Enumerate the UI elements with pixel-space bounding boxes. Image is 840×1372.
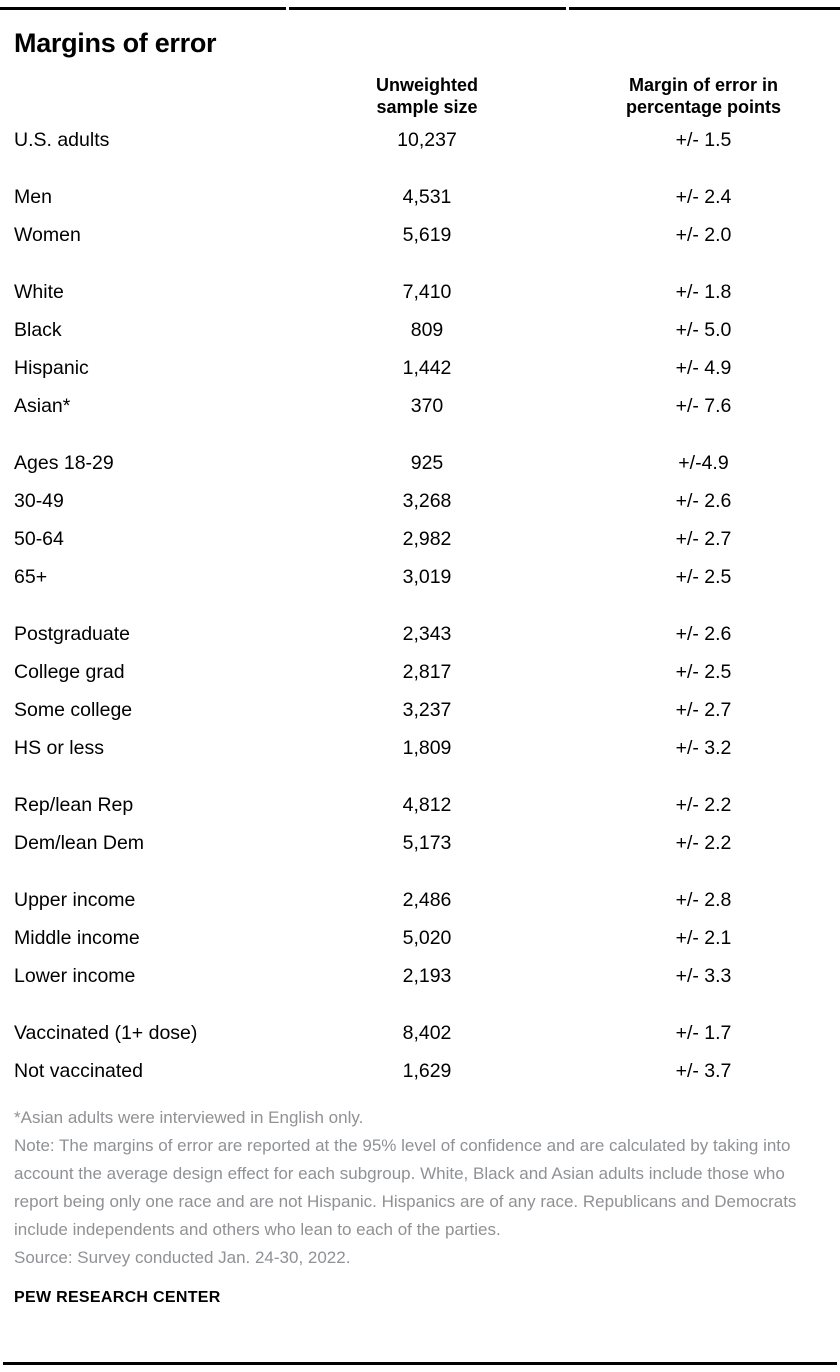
table-row <box>0 559 840 597</box>
row-margin-of-error: +/- 2.7 <box>675 699 732 722</box>
row-sample-size: 370 <box>410 395 444 418</box>
row-margin-of-error: +/- 1.7 <box>675 1022 732 1045</box>
row-sample-size: 3,268 <box>402 490 452 513</box>
row-sample-size: 4,531 <box>402 186 452 209</box>
table-row <box>0 1053 840 1091</box>
table-body <box>0 122 840 1091</box>
row-label: Vaccinated (1+ dose) <box>14 1022 198 1045</box>
row-label: Men <box>14 186 52 209</box>
row-margin-of-error: +/- 3.7 <box>675 1060 732 1083</box>
row-sample-size: 1,442 <box>402 357 452 380</box>
table-row <box>0 122 840 160</box>
column-header-line: sample size <box>376 96 478 117</box>
row-sample-size: 8,402 <box>402 1022 452 1045</box>
table-row <box>0 312 840 350</box>
row-margin-of-error: +/- 2.5 <box>675 566 732 589</box>
row-margin-of-error: +/- 2.5 <box>675 661 732 684</box>
row-sample-size: 3,237 <box>402 699 452 722</box>
table-row <box>0 692 840 730</box>
table-row <box>0 521 840 559</box>
row-sample-size: 1,809 <box>402 737 452 760</box>
row-label: Women <box>14 224 81 247</box>
row-label: Some college <box>14 699 133 722</box>
row-label: College grad <box>14 661 125 684</box>
table-row <box>0 1015 840 1053</box>
row-sample-size: 5,020 <box>402 927 452 950</box>
row-label: Hispanic <box>14 357 89 380</box>
top-rule-segment <box>289 7 566 10</box>
row-margin-of-error: +/- 3.2 <box>675 737 732 760</box>
row-sample-size: 2,343 <box>402 623 452 646</box>
row-group <box>0 882 840 996</box>
row-label: Dem/lean Dem <box>14 832 145 855</box>
top-rule-segment <box>0 7 286 10</box>
row-label: Lower income <box>14 965 136 988</box>
row-label: Black <box>14 319 62 342</box>
row-margin-of-error: +/- 2.4 <box>675 186 732 209</box>
top-rule-segment <box>569 7 840 10</box>
row-label: 50-64 <box>14 528 64 551</box>
row-margin-of-error: +/- 2.6 <box>675 623 732 646</box>
row-label: Not vaccinated <box>14 1060 143 1083</box>
row-margin-of-error: +/- 2.6 <box>675 490 732 513</box>
row-sample-size: 5,619 <box>402 224 452 247</box>
row-label: U.S. adults <box>14 129 110 152</box>
row-margin-of-error: +/-4.9 <box>678 452 729 475</box>
row-sample-size: 2,486 <box>402 889 452 912</box>
table-row <box>0 958 840 996</box>
row-sample-size: 10,237 <box>397 129 457 152</box>
row-margin-of-error: +/- 2.2 <box>675 794 732 817</box>
row-sample-size: 925 <box>410 452 444 475</box>
column-header-line: Margin of error in <box>628 74 778 95</box>
table-header-row <box>0 74 840 118</box>
row-label: Ages 18-29 <box>14 452 114 475</box>
row-margin-of-error: +/- 2.1 <box>675 927 732 950</box>
table-row <box>0 920 840 958</box>
row-margin-of-error: +/- 2.0 <box>675 224 732 247</box>
row-group <box>0 1015 840 1091</box>
row-margin-of-error: +/- 2.8 <box>675 889 732 912</box>
row-group <box>0 787 840 863</box>
table-row <box>0 388 840 426</box>
row-label: HS or less <box>14 737 104 760</box>
footnote-note: Note: The margins of error are reported at the 95% level of confidence and are calculated by taking into account the average design effect for each subgroup. White, Black and Asian adults include those who report being only one race and are not Hispanic. Hispanics are of any race. Republicans and Democrats include independents and others who lean to each of the parties. <box>14 1135 797 1239</box>
row-label: 30-49 <box>14 490 64 513</box>
row-margin-of-error: +/- 7.6 <box>675 395 732 418</box>
row-margin-of-error: +/- 3.3 <box>675 965 732 988</box>
row-group <box>0 122 840 160</box>
row-sample-size: 3,019 <box>402 566 452 589</box>
table-row <box>0 787 840 825</box>
table-row <box>0 217 840 255</box>
row-sample-size: 5,173 <box>402 832 452 855</box>
footnote-source: Source: Survey conducted Jan. 24-30, 2022. <box>14 1247 351 1267</box>
row-sample-size: 7,410 <box>402 281 452 304</box>
footnote-asterisk: *Asian adults were interviewed in English only. <box>14 1107 364 1127</box>
row-label: White <box>14 281 64 304</box>
row-label: Middle income <box>14 927 140 950</box>
column-header-sample-size <box>287 74 567 118</box>
row-sample-size: 2,982 <box>402 528 452 551</box>
top-rule <box>0 7 840 10</box>
row-sample-size: 809 <box>410 319 444 342</box>
row-margin-of-error: +/- 1.5 <box>675 129 732 152</box>
row-sample-size: 1,629 <box>402 1060 452 1083</box>
pew-research-center-brand: PEW RESEARCH CENTER <box>14 1288 221 1306</box>
table-row <box>0 616 840 654</box>
table-row <box>0 350 840 388</box>
table-row <box>0 730 840 768</box>
row-label: Rep/lean Rep <box>14 794 134 817</box>
column-header-line: Unweighted <box>376 74 478 95</box>
bottom-rule <box>3 1362 837 1365</box>
row-margin-of-error: +/- 2.2 <box>675 832 732 855</box>
row-label: 65+ <box>14 566 48 589</box>
row-margin-of-error: +/- 5.0 <box>675 319 732 342</box>
row-sample-size: 2,817 <box>402 661 452 684</box>
table-row <box>0 654 840 692</box>
row-margin-of-error: +/- 2.7 <box>675 528 732 551</box>
table-row <box>0 825 840 863</box>
row-margin-of-error: +/- 4.9 <box>675 357 732 380</box>
row-group <box>0 445 840 597</box>
row-label: Upper income <box>14 889 136 912</box>
row-label: Asian* <box>14 395 71 418</box>
row-group <box>0 274 840 426</box>
column-header-line: percentage points <box>625 96 782 117</box>
row-sample-size: 4,812 <box>402 794 452 817</box>
table-row <box>0 445 840 483</box>
table-row <box>0 274 840 312</box>
table-row <box>0 882 840 920</box>
row-label: Postgraduate <box>14 623 131 646</box>
footnotes <box>14 1104 826 1272</box>
row-margin-of-error: +/- 1.8 <box>675 281 732 304</box>
column-header-margin-of-error <box>567 74 840 118</box>
table-row <box>0 483 840 521</box>
row-group <box>0 616 840 768</box>
page-title: Margins of error <box>14 28 217 58</box>
row-group <box>0 179 840 255</box>
table-row <box>0 179 840 217</box>
row-sample-size: 2,193 <box>402 965 452 988</box>
